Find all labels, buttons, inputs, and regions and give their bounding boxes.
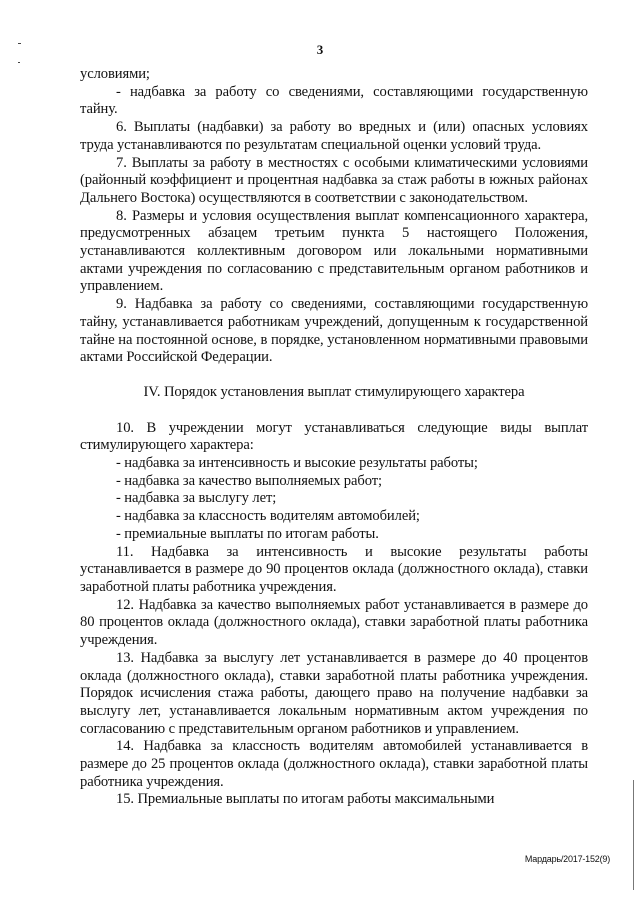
list-item: - надбавка за классность водителям автомобилей; — [116, 508, 420, 525]
paragraph: 8. Размеры и условия осуществления выплат компенсационного характера, предусмотренных абзацем третьим пункта 5 настоящего Положения, устанавливаются коллективным договором или локальными нормативными актами учреждения по согласованию с представительным органом работников и управлением. — [80, 207, 588, 295]
list-item: - надбавка за качество выполняемых работ; — [116, 472, 382, 489]
paragraph: 13. Надбавка за выслугу лет устанавливается в размере до 40 процентов оклада (должностного оклада), ставки заработной платы работника учреждения. Порядок исчисления стажа работы, дающего право на получение надбавки за выслугу лет, устанавливается локальным нормативным актом учреждения по согласованию с представительным органом работников и управлением. — [80, 649, 588, 737]
paragraph: 10. В учреждении могут устанавливаться следующие виды выплат стимулирующего характера: — [80, 419, 588, 454]
paragraph: условиями; — [80, 66, 150, 82]
paragraph: 9. Надбавка за работу со сведениями, составляющими государственную тайну, устанавливается работникам учреждений, допущенным к государственной тайне на постоянной основе, в порядке, установленном нормативными правовыми актами Российской Федерации. — [80, 296, 588, 366]
paragraph: 7. Выплаты за работу в местностях с особыми климатическими условиями (районный коэффициент и процентная надбавка за стаж работы в южных районах Дальнего Востока) осуществляются в соответствии с законодательством. — [80, 154, 588, 206]
paragraph: 14. Надбавка за классность водителям автомобилей устанавливается в размере до 25 процентов оклада (должностного оклада), ставки заработной платы работника учреждения. — [80, 738, 588, 790]
scan-edge-line — [633, 780, 634, 890]
document-code: Мардарь/2017-152(9) — [524, 854, 610, 864]
paragraph: 6. Выплаты (надбавки) за работу во вредных и (или) опасных условиях труда устанавливаются по результатам специальной оценки условий труда. — [80, 119, 588, 153]
paragraph: 11. Надбавка за интенсивность и высокие результаты работы устанавливается в размере до 90 процентов оклада (должностного оклада), ставки заработной платы работника учреждения. — [80, 543, 588, 595]
paragraph: 15. Премиальные выплаты по итогам работы максимальными — [116, 791, 495, 808]
list-item: - надбавка за выслугу лет; — [116, 490, 277, 507]
list-item: - премиальные выплаты по итогам работы. — [116, 525, 379, 542]
paragraph: 12. Надбавка за качество выполняемых работ устанавливается в размере до 80 процентов оклада (должностного оклада), ставки заработной платы работника учреждения. — [80, 596, 588, 649]
page-number: 3 — [316, 42, 324, 57]
section-heading: IV. Порядок установления выплат стимулирующего характера — [143, 383, 525, 400]
scan-mark — [18, 62, 20, 63]
document-body — [80, 66, 588, 809]
list-item: - надбавка за интенсивность и высокие результаты работы; — [116, 455, 478, 472]
paragraph: - надбавка за работу со сведениями, составляющими государственную тайну. — [80, 83, 588, 118]
